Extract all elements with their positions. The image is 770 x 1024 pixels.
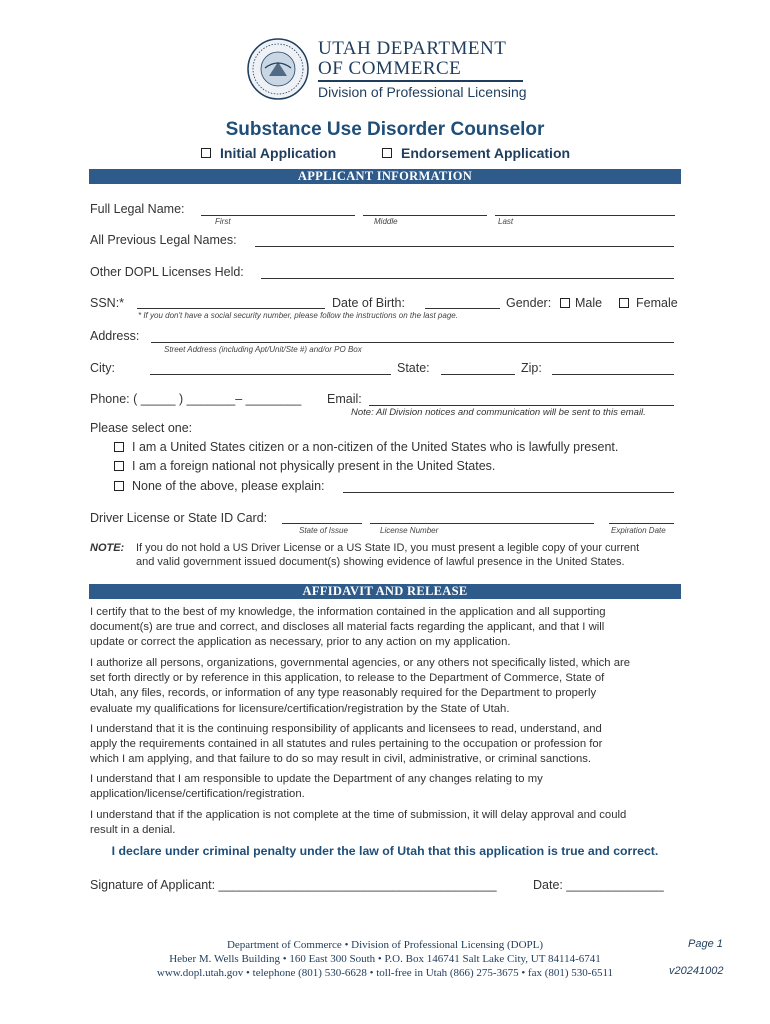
- city-field[interactable]: [150, 374, 391, 375]
- signature-field[interactable]: Signature of Applicant: ________________________________________: [90, 878, 497, 892]
- ssn-label: SSN:*: [90, 296, 125, 310]
- state-label: State:: [397, 361, 430, 375]
- state-of-issue-field[interactable]: [282, 523, 362, 524]
- declaration: I declare under criminal penalty under the law of Utah that this application is true and correct.: [111, 844, 659, 858]
- page-number: Page 1: [688, 938, 723, 950]
- citizen-option-1-label: I am a United States citizen or a non-citizen of the United States who is lawfully present.: [132, 440, 619, 454]
- utah-state-seal-icon: [247, 38, 309, 100]
- note-label: NOTE:: [90, 542, 125, 554]
- phone-field[interactable]: Phone: ( _____ ) _______– ________: [90, 392, 302, 406]
- footer-line-2: Heber M. Wells Building • 160 East 300 South • P.O. Box 146741 Salt Lake City, UT 84114-6741: [169, 953, 601, 965]
- paragraph-line: result in a denial.: [90, 824, 176, 837]
- last-name-field[interactable]: [495, 215, 675, 216]
- paragraph-line: I authorize all persons, organizations, governmental agencies, or any others not specifically listed, which are: [90, 657, 631, 669]
- state-of-issue-hint: State of Issue: [299, 526, 348, 535]
- address-field[interactable]: [151, 342, 674, 343]
- form-title: Substance Use Disorder Counselor: [225, 119, 545, 140]
- footer-line-3: www.dopl.utah.gov • telephone (801) 530-6628 • toll-free in Utah (866) 275-3675 • fax (801) 530-6511: [156, 967, 614, 979]
- first-name-field[interactable]: [201, 215, 355, 216]
- zip-field[interactable]: [552, 374, 674, 375]
- paragraph-line: apply the requirements contained in all statutes and rules pertaining to the occupation or profession for: [90, 738, 603, 751]
- license-number-field[interactable]: [370, 523, 594, 524]
- ssn-note: * If you don't have a social security number, please follow the instructions on the last page.: [138, 311, 458, 320]
- gender-female-checkbox[interactable]: [619, 298, 629, 308]
- please-select-label: Please select one:: [90, 421, 193, 435]
- full-legal-name-label: Full Legal Name:: [90, 202, 185, 216]
- section-applicant-information: APPLICANT INFORMATION: [89, 169, 681, 184]
- email-field[interactable]: [369, 405, 674, 406]
- org-division: Division of Professional Licensing: [318, 84, 527, 100]
- date-field[interactable]: Date: ______________: [533, 878, 664, 892]
- gender-label: Gender:: [506, 296, 552, 310]
- paragraph-line: update or correct the application as necessary, prior to any action on my application.: [90, 636, 511, 649]
- state-field[interactable]: [441, 374, 515, 375]
- version-number: v20241002: [669, 965, 724, 977]
- paragraph-line: evaluate my qualifications for licensure/certification/registration by the State of Utah.: [90, 702, 510, 715]
- zip-label: Zip:: [521, 361, 542, 375]
- section-affidavit: AFFIDAVIT AND RELEASE: [89, 584, 681, 599]
- dob-label: Date of Birth:: [332, 296, 405, 310]
- endorsement-application-label: Endorsement Application: [401, 145, 571, 161]
- middle-hint: Middle: [374, 217, 398, 226]
- initial-application-label: Initial Application: [220, 145, 337, 161]
- other-licenses-label: Other DOPL Licenses Held:: [90, 265, 244, 279]
- driver-license-label: Driver License or State ID Card:: [90, 511, 268, 525]
- ssn-field[interactable]: [137, 308, 325, 309]
- paragraph-line: document(s) are true and correct, and discloses all material facts regarding the applicant, and that I will: [90, 621, 605, 634]
- citizen-option-3-label: None of the above, please explain:: [132, 479, 325, 493]
- gender-male-label: Male: [575, 296, 603, 310]
- expiration-date-hint: Expiration Date: [611, 526, 666, 535]
- footer-line-1: Department of Commerce • Division of Professional Licensing (DOPL): [226, 939, 544, 951]
- paragraph-line: I understand that I am responsible to update the Department of any changes relating to my: [90, 773, 543, 785]
- org-name-line2: OF COMMERCE: [318, 58, 462, 79]
- citizen-option-2-checkbox[interactable]: [114, 461, 124, 471]
- city-label: City:: [90, 361, 115, 375]
- first-hint: First: [215, 217, 231, 226]
- paragraph-line: I certify that to the best of my knowledge, the information contained in the application and all supporting: [90, 606, 606, 618]
- affidavit-paragraph-2: [90, 656, 682, 717]
- explain-field[interactable]: [343, 492, 674, 493]
- paragraph-line: I understand that if the application is not complete at the time of submission, it will delay approval and could: [90, 809, 627, 821]
- org-divider: [318, 80, 523, 82]
- endorsement-application-checkbox[interactable]: [382, 148, 392, 158]
- middle-name-field[interactable]: [363, 215, 487, 216]
- org-name-line1: UTAH DEPARTMENT: [318, 38, 507, 59]
- license-number-hint: License Number: [380, 526, 439, 535]
- previous-names-label: All Previous Legal Names:: [90, 233, 237, 247]
- paragraph-line: which I am applying, and that failure to do so may result in civil, administrative, or criminal sanctions.: [90, 753, 592, 766]
- affidavit-paragraph-1: [90, 605, 682, 651]
- last-hint: Last: [498, 217, 514, 226]
- citizen-option-2-label: I am a foreign national not physically present in the United States.: [132, 459, 496, 473]
- paragraph-line: I understand that it is the continuing responsibility of applicants and licensees to read, understand, and: [90, 723, 602, 735]
- address-label: Address:: [90, 329, 140, 343]
- paragraph-line: application/license/certification/registration.: [90, 788, 305, 801]
- previous-names-field[interactable]: [255, 246, 674, 247]
- note-line-2: and valid government issued document(s) showing evidence of lawful presence in the United States.: [136, 556, 625, 568]
- note-line-1: If you do not hold a US Driver License or a US State ID, you must present a legible copy of your current: [136, 542, 640, 554]
- dob-field[interactable]: [425, 308, 500, 309]
- expiration-date-field[interactable]: [609, 523, 674, 524]
- gender-female-label: Female: [636, 296, 678, 310]
- address-hint: Street Address (including Apt/Unit/Ste #) and/or PO Box: [164, 345, 362, 354]
- affidavit-paragraph-5: [90, 808, 682, 838]
- paragraph-line: set forth directly or by reference in this application, to release to the Department of Commerce, State of: [90, 672, 605, 685]
- paragraph-line: Utah, any files, records, or information of any type reasonably required for the Department to properly: [90, 687, 597, 700]
- initial-application-checkbox[interactable]: [201, 148, 211, 158]
- other-licenses-field[interactable]: [261, 278, 674, 279]
- email-label: Email:: [327, 392, 362, 406]
- email-note: Note: All Division notices and communication will be sent to this email.: [351, 407, 646, 418]
- affidavit-paragraph-3: [90, 722, 682, 768]
- citizen-option-1-checkbox[interactable]: [114, 442, 124, 452]
- citizen-option-3-checkbox[interactable]: [114, 481, 124, 491]
- affidavit-paragraph-4: [90, 772, 682, 802]
- gender-male-checkbox[interactable]: [560, 298, 570, 308]
